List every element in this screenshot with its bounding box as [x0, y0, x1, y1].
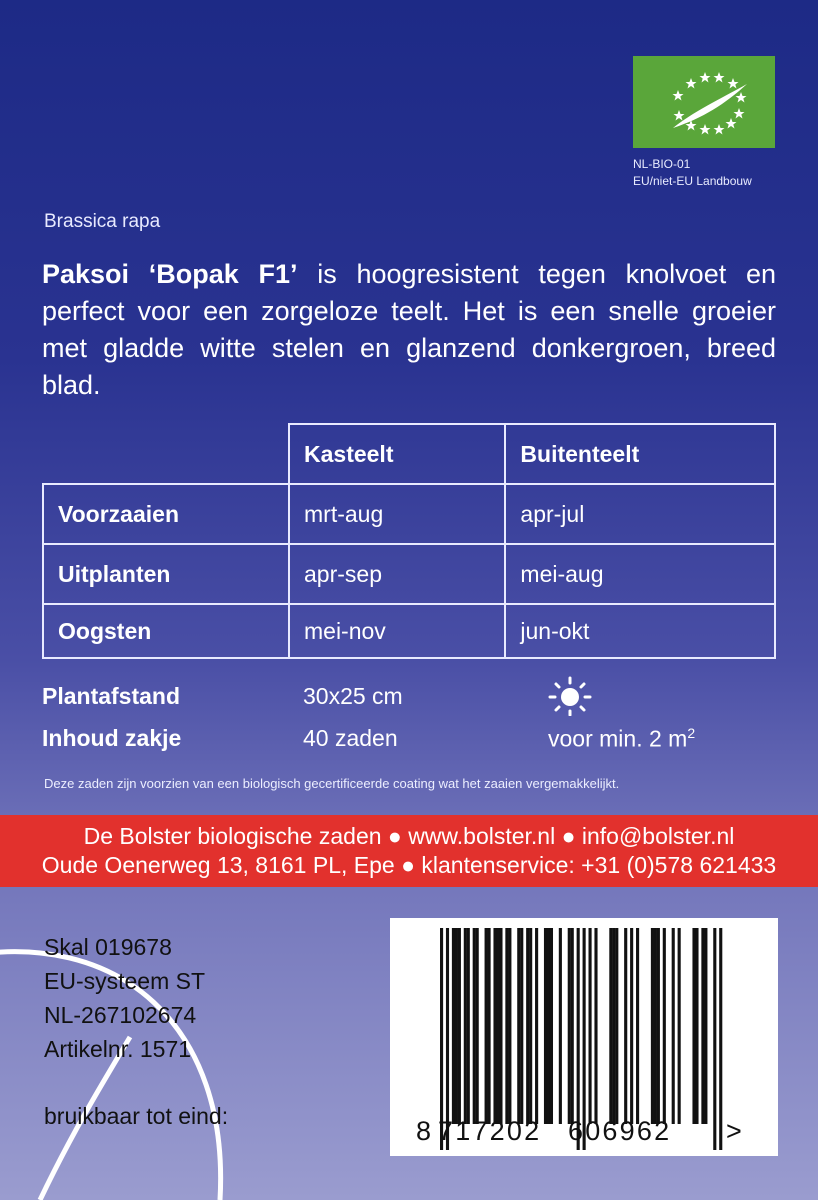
row-label: Oogsten	[43, 604, 289, 658]
spacing-label: Plantafstand	[42, 683, 181, 709]
eu-system: EU-systeem ST	[44, 968, 206, 994]
barcode-bar	[672, 928, 675, 1124]
row-label: Voorzaaien	[43, 484, 289, 544]
spacing-value: 30x25 cm	[303, 683, 403, 709]
expiry-label: bruikbaar tot eind:	[44, 1103, 229, 1129]
barcode-bar	[651, 928, 654, 1124]
content-value: 40 zaden	[303, 725, 398, 751]
barcode-bar	[615, 928, 618, 1124]
barcode-bar	[499, 928, 502, 1124]
barcode-marker: >	[726, 1116, 742, 1146]
cell-kasteelt: mrt-aug	[289, 484, 505, 544]
barcode-bar	[544, 928, 547, 1124]
barcode-bar	[612, 928, 615, 1124]
cell-kasteelt: mei-nov	[289, 604, 505, 658]
cell-buitenteelt: mei-aug	[505, 544, 775, 604]
sowing-table	[42, 423, 776, 659]
barcode-bar	[636, 928, 639, 1124]
barcode-bar	[464, 928, 467, 1124]
barcode-bar	[654, 928, 657, 1124]
content-label: Inhoud zakje	[42, 725, 182, 751]
barcode-right-digits: 606962	[568, 1116, 672, 1146]
barcode-bar	[609, 928, 612, 1124]
table-row	[43, 544, 775, 604]
barcode-bar	[657, 928, 660, 1124]
barcode-bar	[520, 928, 523, 1124]
table-row	[43, 604, 775, 658]
cert-code-line: NL-BIO-01	[633, 157, 691, 171]
barcode-bar	[526, 928, 529, 1124]
barcode-bar	[508, 928, 511, 1124]
barcode-bar	[704, 928, 707, 1124]
coating-note: Deze zaden zijn voorzien van een biologisch gecertificeerde coating wat het zaaien vergemakkelijkt.	[44, 776, 620, 791]
cell-buitenteelt: jun-okt	[505, 604, 775, 658]
barcode-bar	[594, 928, 597, 1124]
barcode-first-digit: 8	[416, 1116, 432, 1146]
cell-buitenteelt: apr-jul	[505, 484, 775, 544]
cell-kasteelt: apr-sep	[289, 544, 505, 604]
skal-number: Skal 019678	[44, 934, 172, 960]
barcode-bar	[529, 928, 532, 1124]
barcode-bar	[535, 928, 538, 1124]
barcode-bar	[547, 928, 550, 1124]
company-band	[0, 815, 818, 887]
barcode-bar	[458, 928, 461, 1124]
barcode-digits	[390, 1116, 778, 1152]
barcode-bar	[568, 928, 571, 1124]
barcode-bar	[488, 928, 491, 1124]
ean-barcode	[390, 918, 778, 1156]
full-sun-icon	[547, 676, 593, 716]
certification-code	[633, 156, 752, 190]
eu-organic-logo	[633, 56, 775, 148]
barcode-bar	[550, 928, 553, 1124]
barcode-left-digits: 717202	[438, 1116, 542, 1146]
barcode-bar	[485, 928, 488, 1124]
coverage-text	[548, 725, 695, 753]
barcode-bar	[473, 928, 476, 1124]
description-text: is hoogresistent tegen knolvoet en perfect voor een zorgeloze teelt. Het is een snelle groeier met gladde witte stelen en glanzend donkergroen, breed blad.	[42, 259, 776, 400]
table-row	[43, 484, 775, 544]
company-line-1: De Bolster biologische zaden ● www.bolster.nl ● info@bolster.nl	[83, 823, 735, 849]
latin-name: Brassica rapa	[44, 211, 161, 232]
header-buitenteelt: Buitenteelt	[505, 424, 775, 484]
barcode-bar	[630, 928, 633, 1124]
barcode-bar	[692, 928, 695, 1124]
barcode-bar	[701, 928, 704, 1124]
product-description	[42, 256, 776, 404]
eu-leaf-icon	[633, 56, 775, 148]
barcode-bar	[678, 928, 681, 1124]
barcode-bar	[589, 928, 592, 1124]
barcode-bar	[517, 928, 520, 1124]
registration-block	[44, 930, 205, 1066]
barcode-bar	[663, 928, 666, 1124]
table-corner	[43, 424, 289, 484]
barcode-bar	[493, 928, 496, 1124]
product-name: Paksoi ‘Bopak F1’	[42, 259, 298, 289]
article-number: Artikelnr. 1571	[44, 1036, 192, 1062]
barcode-bar	[695, 928, 698, 1124]
header-kasteelt: Kasteelt	[289, 424, 505, 484]
barcode-bar	[467, 928, 470, 1124]
barcode-bar	[571, 928, 574, 1124]
barcode-bar	[505, 928, 508, 1124]
cert-origin-line: EU/niet-EU Landbouw	[633, 174, 752, 188]
barcode-bar	[452, 928, 455, 1124]
barcode-bar	[455, 928, 458, 1124]
coverage-superscript: 2	[687, 725, 696, 741]
barcode-bar	[476, 928, 479, 1124]
row-label: Uitplanten	[43, 544, 289, 604]
barcode-bar	[559, 928, 562, 1124]
company-line-2: Oude Oenerweg 13, 8161 PL, Epe ● klantenservice: +31 (0)578 621433	[41, 852, 777, 878]
barcode-bar	[624, 928, 627, 1124]
table-header-row	[43, 424, 775, 484]
coverage-main: voor min. 2 m	[548, 725, 688, 752]
barcode-bar	[496, 928, 499, 1124]
nl-code: NL-267102674	[44, 1002, 197, 1028]
